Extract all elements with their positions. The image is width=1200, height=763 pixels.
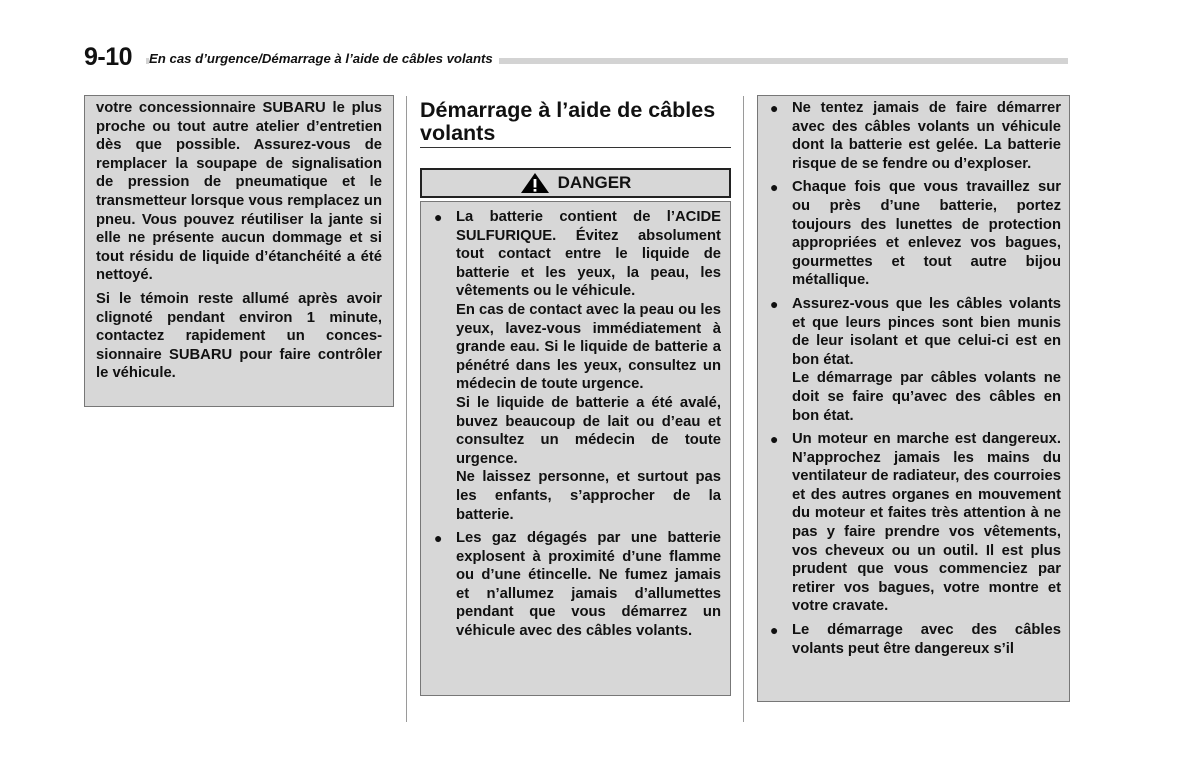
page-header [84, 42, 1070, 72]
warning-box-right [757, 95, 1070, 702]
title-underline [420, 147, 731, 148]
bullet-icon: ● [770, 431, 779, 448]
list-item [766, 99, 1061, 173]
paragraph: votre concessionnaire SUBARU le plus proche ou tout autre atelier d’entretien dès que possible. Assurez-vous de remplacer la soupape de signalisation de pression de pneumatique et le transmetteur lorsque vous remplacez un pneu. Vous pouvez réutiliser la jante si elle ne présente aucun dommage et si tout résidu de liquide d’étanchéité a été nettoyé. [96, 100, 382, 284]
bullet-icon: ● [770, 100, 779, 116]
danger-box [420, 201, 731, 696]
bullet-icon: ● [434, 209, 443, 225]
warning-triangle-icon [520, 172, 550, 194]
list-item [430, 208, 721, 301]
bullet-icon: ● [770, 179, 779, 196]
list-item [430, 529, 721, 641]
section-heading: En cas d’urgence/Démarrage à l’aide de câbles volants [149, 51, 499, 67]
sub-paragraph: Si le liquide de batterie a été avalé, buvez beaucoup de lait ou d’eau et consultez un médecin de toute urgence. [456, 394, 721, 467]
bullet-icon: ● [770, 295, 779, 312]
sub-paragraph: En cas de contact avec la peau ou les yeux, lavez-vous immédiatement à grande eau. Si le liquide de batterie a pénétré dans les yeux, consultez un médecin de toute urgence. [456, 301, 721, 393]
sub-paragraph: Ne laissez personne, et surtout pas les enfants, s’approcher de la batterie. [456, 469, 721, 523]
bullet-text: Assurez-vous que les câbles volants et que leurs pinces sont bien munis de leur isolant et que celui-ci est en bon état. [792, 295, 1061, 368]
page-number: 9-10 [84, 43, 133, 71]
note-box-left [84, 95, 394, 407]
list-item [766, 295, 1061, 369]
bullet-text: Chaque fois que vous travaillez sur ou près d’une batterie, portez toujours des lunettes de protection appropriées et enlevez vos bagues, gourmettes et tout autre bijou métallique. [792, 179, 1061, 289]
bullet-text: Les gaz dégagés par une batterie explosent à proximité d’une flamme ou d’une étincelle. Ne fumez jamais et n’allumez jamais d’allumettes pendant que vous démarrez un véhicule avec des câbles volants. [456, 530, 721, 640]
bullet-text: Ne tentez jamais de faire démarrer avec des câbles volants un véhicule dont la batterie est gelée. La batterie risque de se fendre ou d’exploser. [792, 100, 1061, 172]
sub-paragraph: Le démarrage par câbles volants ne doit se faire qu’avec des câbles en bon état. [792, 370, 1061, 424]
list-item [766, 430, 1061, 616]
bullet-text: Un moteur en marche est dangereux. N’approchez jamais les mains du ventilateur de radiateur, des courroies et des autres organes en mouvement du moteur et faites très attention à ne pas y faire prendre vos vêtements, vos cheveux ou un outil. Il est plus prudent que vous commenciez par retirer vos bagues, votre montre et votre cravate. [792, 431, 1061, 615]
bullet-icon: ● [434, 530, 443, 547]
danger-text: DANGER [557, 173, 632, 192]
danger-label [420, 168, 731, 198]
list-item [766, 178, 1061, 290]
bullet-text: Le démarrage avec des câbles volants peut être dangereux s’il [792, 622, 1061, 657]
paragraph: Si le témoin reste allumé après avoir clignoté pendant environ 1 minute, contactez rapidement un concessionnaire SUBARU pour faire contrôler le véhicule. [96, 290, 382, 382]
column-divider [406, 96, 407, 722]
bullet-text: La batterie contient de l’ACIDE SULFURIQUE. Évitez absolument tout contact entre le liquide de batterie et les yeux, la peau, les vêtements ou le véhicule. [456, 209, 721, 300]
section-title: Démarrage à l’aide de câbles volants [420, 98, 716, 145]
bullet-icon: ● [770, 622, 779, 639]
list-item [766, 621, 1061, 658]
column-divider [743, 96, 744, 722]
